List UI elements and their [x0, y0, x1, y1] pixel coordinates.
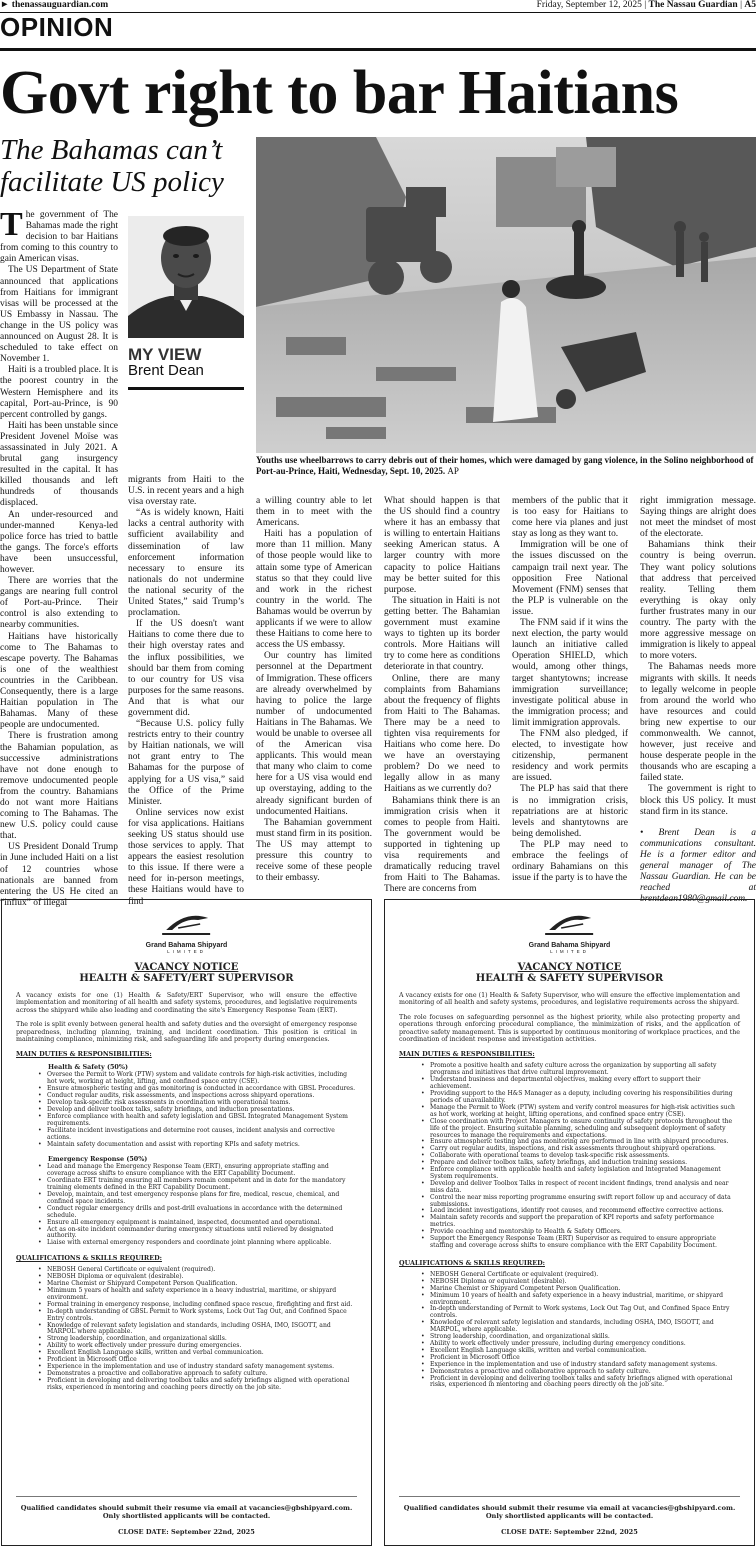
- author-bio: • Brent Dean is a communications consultant. He is a former editor and general manager of The Nassau Guardian. He can be reached at brentdean1980@gmail.com.: [640, 827, 756, 905]
- shipyard-logo-icon: [156, 908, 216, 938]
- hs-duties-list: • Oversee the Permit to Work (PTW) system and validate controls for high-risk activities, including hot work, working at height, lifting, and confined space entry (CSE). • Ensure atmospheric testing and gas monitoring is conducted in accordance with GBSL Procedures. • Conduct regular audits, risk assessments, and inspections across shipyard operations. • Develop task-specific risk assessments in coordination with operational teams. • Develop and deliver toolbox talks, safety briefings, and induction presentations. • Enforce compliance with health and safety legislation and GBSL Integrated Management System requirements. • Facilitate incident investigations and determine root causes, incident analysis and corrective actions. • Maintain safety documentation and assist with reporting KPIs and safety metrics.: [38, 1072, 357, 1148]
- author-name: Brent Dean: [128, 362, 204, 379]
- photo-caption: Youths use wheelbarrows to carry debris out of their homes, which were damaged by gang violence, in the Solino neighborhood of Port-au-Prince, Haiti, Wednesday, Sept. 10, 2025. AP: [256, 455, 754, 476]
- ad-notice: VACANCY NOTICE: [134, 962, 239, 973]
- site-url[interactable]: ► thenassauguardian.com: [0, 0, 109, 10]
- vacancy-ad-ert: Grand Bahama Shipyard LIMITED VACANCY NOTICE HEALTH & SAFETY/ERT SUPERVISOR A vacancy exists for one (1) Health & Safety/ERT Supervisor, who will ensure the effective implementation and monitoring of all health and safety systems, procedures, and legislative requirements across the shipyard while also leading and coordinating the site's Emergency Response Team (ERT). The role is split evenly between general health and safety duties and the oversight of emergency response preparedness, including planning, training, and incident coordination. This position is critical in maintaining compliance, minimizing risk, and safeguarding life and property during emergencies. MAIN DUTIES & RESPONSIBILITIES: Health & Safety (50%) • Oversee the Permit to Work (PTW) system and validate controls for high-risk activities, including hot work, working at height, lifting, and confined space entry (CSE). • Ensure atmospheric testing and gas monitoring is conducted in accordance with GBSL Procedures. • Conduct regular audits, risk assessments, and inspections across shipyard operations. • Develop task-specific risk assessments in coordination with operational teams. • Develop and deliver toolbox talks, safety briefings, and induction presentations. • Enforce compliance with health and safety legislation and GBSL Integrated Management System requirements. • Facilitate incident investigations and determine root causes, incident analysis and corrective actions. • Maintain safety documentation and assist with reporting KPIs and safety metrics. Emergency Response (50%) • Lead and manage the Emergency Response Team (ERT), ensuring appropriate staffing and coverage across shifts to ensure compliance with the ERT Capability Document. • Coordinate ERT training ensuring all members remain competent and in date for the mandatory training elements defined in the ERT Capability Document. • Develop, maintain, and test emergency response plans for fire, medical, rescue, chemical, and confined space incidents. • Conduct regular emergency drills and post-drill evaluations in accordance with the determined schedule. • Ensure all emergency equipment is maintained, inspected, documented and operational. • Act as on-site incident commander during emergency situations until relieved by designated authority. • Liaise with external emergency responders and coordinate joint planning where applicable. QUALIFICATIONS & SKILLS REQUIRED: • NEBOSH General Certificate or equivalent (required). • NEBOSH Diploma or equivalent (desirable). • Marine Chemist or Shipyard Competent Person Qualification. • Minimum 5 years of health and safety experience in a heavy industrial, maritime, or shipyard environment. • Formal training in emergency response, including confined space rescue, firefighting and first aid. • In-depth understanding of GBSL Permit to Work systems, Lock Out Tag Out, and Confined Space Entry controls. • Knowledge of relevant safety legislation and standards, including OSHA, IMO, ISGOTT, and MARPOL where applicable. • Strong leadership, coordination, and organizational skills. • Ability to work effectively under pressure during emergencies. • Excellent English Language skills, written and verbal communication. • Proficient in Microsoft Office • Experience in the implementation and use of industry standard safety management systems. • Demonstrates a proactive and collaborative approach to safety culture. • Proficient in developing and delivering toolbox talks and safety briefings aligned with operational risks, experienced in mentoring and coaching peers directly on the job site. Qualified candidates should submit their resume via email at vacancies@gbshipyard.com. Only shortlisted applicants will be contacted. CLOSE DATE: September 22nd, 2025: [1, 899, 372, 1546]
- apply-instructions[interactable]: Qualified candidates should submit their resume via email at vacancies@gbshipyard.com. Only shortlisted applicants will be contacted.: [20, 1504, 353, 1520]
- company-logo: Grand Bahama Shipyard LIMITED: [529, 908, 611, 954]
- article-column-1: The government of The Bahamas made the right decision to bar Haitians from coming to this country to gain American visas. The US Department of State announced that applications from Haitians for immigrant visas will be processed at the US Embassy in Nassau. The change in the US policy was announced on August 28. It is scheduled to take effect on November 1. Haiti is a troubled place. It is the poorest country in the Western Hemisphere and its capital, Port-au-Prince, is 90 percent controlled by gangs. Haiti has been unstable since President Jovenel Moïse was assassinated in July 2021. A brutal gang insurgency resulted in the capital. It has killed thousands and left hundreds of thousands displaced. An under-resourced and under-manned Kenya-led police force has tried to battle the gangs. The force's efforts have been unsuccessful, however. There are worries that the gangs are nearing full control of Port-au-Prince. Their control is also extending to nearby communities. Haitians have historically come to The Bahamas to escape poverty. The Bahamas is one of the wealthiest countries in the Caribbean. Consequently, there is a large Haitian population in The Bahamas. Many of these people are undocumented. There is frustration among the Bahamian population, as successive administrations have not done enough to remove undocumented people from the country. Bahamians do not want more Haitians coming to The Bahamas. The new U.S. policy could cause that. US President Donald Trump in June included Haiti on a list of 12 countries whose nationals are banned from entering the US He cited an “influx” of illegal: [0, 206, 118, 908]
- ad-job-title: HEALTH & SAFETY/ERT SUPERVISOR: [79, 973, 294, 984]
- close-date: CLOSE DATE: September 22nd, 2025: [118, 1528, 255, 1536]
- article-column-5: members of the public that it is too easy for Haitians to come here via planes and just stay as long as they want to. Immigration will be one of the issues discussed on the campaign trail next year. The opposition Free National Movement (FNM) senses that the PLP is vulnerable on the issue. The FNM said if it wins the next election, the party would launch an initiative called Operation SHIELD, which would, among other things, target shantytowns; increase immigration surveillance; investigate political abuse in the immigration process; and limit immigration approvals. The FNM also pledged, if elected, to investigate how citizenship, permanent residency and work permits are issued. The PLP has said that there is no immigration crisis, repatriations are at historic levels and shantytowns are being demolished. The PLP may need to embrace the feelings of ordinary Bahamians on this issue if the party is to have the: [512, 496, 628, 884]
- vacancy-ad-hs: Grand Bahama Shipyard LIMITED VACANCY NOTICE HEALTH & SAFETY SUPERVISOR A vacancy exists for one (1) Health & Safety Supervisor, who will ensure the effective implementation and monitoring of all health and safety systems, procedures, and legislative requirements across the shipyard. The role focuses on safeguarding personnel as the highest priority, while also protecting property and operations through enforcing procedural compliance, the minimization of risks, and the application of proactive safety management. This is supported by continuous monitoring of workplace practices, and the coordination of incident response and investigation activities. MAIN DUTIES & RESPONSIBILITIES: • Promote a positive health and safety culture across the organization by supporting all safety programs and initiatives that drive cultural improvement. • Understand business and departmental objectives, making every effort to support their achievement. • Providing support to the H&S Manager as a deputy, including covering his responsibilities during periods of unavailability. • Manage the Permit to Work (PTW) system and verify control measures for high-risk activities such as hot work, working at height, lifting operations, and confined space entry (CSE). • Close coordination with Project Managers to ensure continuity of safety protocols throughout the life of the project. Ensuring suitable planning, scheduling and subsequent deployment of safety resources to manage the requirements and expectations. • Ensure atmospheric testing and gas monitoring are performed in line with shipyard procedures. • Carry out regular audits, inspections, and risk assessments throughout shipyard operations. • Collaborate with operational teams to develop task-specific risk assessments. • Prepare and deliver toolbox talks, safety briefings, and induction training sessions. • Enforce compliance with applicable health and safety legislation and Integrated Management System requirements. • Develop and deliver Toolbox Talks in respect of recent incident findings, trend analysis and near miss data. • Control the near miss reporting programme ensuring swift report follow up and accuracy of data submissions. • Lead incident investigations, identify root causes, and recommend effective corrective actions. • Maintain safety records and support the preparation of KPI reports and safety performance metrics. • Provide coaching and mentorship to Health & Safety Officers. • Support the Emergency Response Team (ERT) Supervisor as required to ensure appropriate staffing and coverage across shifts to ensure compliance with the ERT Capability Document. QUALIFICATIONS & SKILLS REQUIRED: • NEBOSH General Certificate or equivalent (required). • NEBOSH Diploma or equivalent (desirable). • Marine Chemist or Shipyard Competent Person Qualification. • Minimum 10 years of health and safety experience in a heavy industrial, maritime, or shipyard environment. • In-depth understanding of Permit to Work systems, Lock Out Tag Out, and Confined Space Entry controls. • Knowledge of relevant safety legislation and standards, including OSHA, IMO, ISGOTT, and MARPOL, where applicable. • Strong leadership, coordination, and organizational skills. • Ability to work effectively under pressure, including during emergency conditions. • Excellent English Language skills, written and verbal communication. • Proficient in Microsoft Office • Experience in the implementation and use of industry standard safety management systems. • Demonstrates a proactive and collaborative approach to safety culture. • Proficient in developing and delivering toolbox talks and safety briefings aligned with operational risks, experienced in mentoring and coaching peers directly on the job site. Qualified candidates should submit their resume via email at vacancies@gbshipyard.com. Only shortlisted applicants will be contacted. CLOSE DATE: September 22nd, 2025: [384, 899, 755, 1546]
- column-label: MY VIEW: [128, 345, 202, 364]
- ad-job-title: HEALTH & SAFETY SUPERVISOR: [475, 973, 664, 984]
- photo-credit: AP: [447, 466, 459, 476]
- section-rule: [0, 48, 756, 51]
- qualifications-list: • NEBOSH General Certificate or equivalent (required). • NEBOSH Diploma or equivalent (desirable). • Marine Chemist or Shipyard Competent Person Qualification. • Minimum 10 years of health and safety experience in a heavy industrial, maritime, or shipyard environment. • In-depth understanding of Permit to Work systems, Lock Out Tag Out, and Confined Space Entry controls. • Knowledge of relevant safety legislation and standards, including OSHA, IMO, ISGOTT, and MARPOL, where applicable. • Strong leadership, coordination, and organizational skills. • Ability to work effectively under pressure, including during emergency conditions. • Excellent English Language skills, written and verbal communication. • Proficient in Microsoft Office • Experience in the implementation and use of industry standard safety management systems. • Demonstrates a proactive and collaborative approach to safety culture. • Proficient in developing and delivering toolbox talks and safety briefings aligned with operational risks, experienced in mentoring and coaching peers directly on the job site.: [421, 1272, 740, 1389]
- article-column-6: right immigration message. Saying things are alright does not meet the mindset of most of the electorate. Bahamians think their country is being overrun. They want policy solutions that address that perceived reality. Telling them everything is okay only further frustrates many in our country. The party with the more aggressive message on immigration is likely to appeal to more voters. The Bahamas needs more migrants with skills. It needs to legally welcome in people from around the world who have resources and could bring new expertise to our commonwealth. We cannot, however, just receive and house desperate people in the thousands who are escaping a failed state. The government is right to block this US policy. It must stand firm in its stance. • Brent Dean is a communications consultant. He is a former editor and general manager of The Nassau Guardian. He can be reached at brentdean1980@gmail.com.: [640, 496, 756, 905]
- ad-notice: VACANCY NOTICE: [517, 962, 622, 973]
- headline: Govt right to bar Haitians: [0, 59, 679, 127]
- duties-list: • Promote a positive health and safety culture across the organization by supporting all safety programs and initiatives that drive cultural improvement. • Understand business and departmental objectives, making every effort to support their achievement. • Providing support to the H&S Manager as a deputy, including covering his responsibilities during periods of unavailability. • Manage the Permit to Work (PTW) system and verify control measures for high-risk activities such as hot work, working at height, lifting operations, and confined space entry (CSE). • Close coordination with Project Managers to ensure continuity of safety protocols throughout the life of the project. Ensuring suitable planning, scheduling and subsequent deployment of safety resources to manage the requirements and expectations. • Ensure atmospheric testing and gas monitoring are performed in line with shipyard procedures. • Carry out regular audits, inspections, and risk assessments throughout shipyard operations. • Collaborate with operational teams to develop task-specific risk assessments. • Prepare and deliver toolbox talks, safety briefings, and induction training sessions. • Enforce compliance with applicable health and safety legislation and Integrated Management System requirements. • Develop and deliver Toolbox Talks in respect of recent incident findings, trend analysis and near miss data. • Control the near miss reporting programme ensuring swift report follow up and accuracy of data submissions. • Lead incident investigations, identify root causes, and recommend effective corrective actions. • Maintain safety records and support the preparation of KPI reports and safety performance metrics. • Provide coaching and mentorship to Health & Safety Officers. • Support the Emergency Response Team (ERT) Supervisor as required to ensure appropriate staffing and coverage across shifts to ensure compliance with the ERT Capability Document.: [421, 1063, 740, 1249]
- page-header: [0, 0, 756, 12]
- subheadline: The Bahamas can’t facilitate US policy: [0, 134, 224, 198]
- er-duties-list: • Lead and manage the Emergency Response Team (ERT), ensuring appropriate staffing and coverage across shifts to ensure compliance with the ERT Capability Document. • Coordinate ERT training ensuring all members remain competent and in date for the mandatory training elements defined in the ERT Capability Document. • Develop, maintain, and test emergency response plans for fire, medical, rescue, chemical, and confined space incidents. • Conduct regular emergency drills and post-drill evaluations in accordance with the determined schedule. • Ensure all emergency equipment is maintained, inspected, documented and operational. • Act as on-site incident commander during emergency situations until relieved by designated authority. • Liaise with external emergency responders and coordinate joint planning where applicable.: [38, 1164, 357, 1247]
- header-rule: [0, 12, 756, 13]
- news-photo: [256, 137, 756, 453]
- shipyard-logo-icon: [539, 908, 599, 938]
- article-column-2: migrants from Haiti to the U.S. in recent years and a high visa overstay rate. “As is widely known, Haiti lacks a central authority with sufficient availability and dissemination of law enforcement information necessary to ensure its nationals do not undermine the national security of the United States,” said Trump’s proclamation. If the US doesn't want Haitians to come there due to their high overstay rates and the influx possibilities, we should bar them from coming to our country for US visa purposes for the same reasons. And that is what our government did. “Because U.S. policy fully restricts entry to their country by Haitian nationals, we will not grant entry to The Bahamas for the purpose of applying for a US visa,” said the Office of the Prime Minister. Online services now exist for visa applications. Haitians seeking US status should use those services to apply. That appears the easiest resolution to this issue. If there were a need for in-person meetings, these Haitians would have to find: [128, 475, 244, 907]
- company-logo: Grand Bahama Shipyard LIMITED: [146, 908, 228, 954]
- article-column-4: What should happen is that the US should find a country where it has an embassy that is willing to entertain Haitians seeking American status. A larger country with more capacity to police Haitians may be better suited for this purpose. The situation in Haiti is not getting better. The Bahamian government must examine ways to tighten up its border controls. More Haitians will try to come here as conditions deteriorate in that country. Online, there are many complaints from Bahamians about the frequency of flights from Haiti to The Bahamas. There may be a need to tighten visa requirements for Haitians who come here. Do we have an overstaying problem? Do we need to legally allow in as many Haitians as we currently do? Bahamians think there is an immigration crisis when it comes to people from Haiti. The government would be supported in tightening up visa requirements and dramatically reducing travel from Haiti to The Bahamas. There are concerns from: [384, 496, 500, 895]
- issue-date: Friday, September 12, 2025 | The Nassau Guardian | A5: [536, 0, 756, 10]
- close-date: CLOSE DATE: September 22nd, 2025: [501, 1528, 638, 1536]
- author-portrait: [128, 216, 244, 338]
- drop-cap: T: [0, 206, 23, 243]
- qualifications-list: • NEBOSH General Certificate or equivalent (required). • NEBOSH Diploma or equivalent (desirable). • Marine Chemist or Shipyard Competent Person Qualification. • Minimum 5 years of health and safety experience in a heavy industrial, maritime, or shipyard environment. • Formal training in emergency response, including confined space rescue, firefighting and first aid. • In-depth understanding of GBSL Permit to Work systems, Lock Out Tag Out, and Confined Space Entry controls. • Knowledge of relevant safety legislation and standards, including OSHA, IMO, ISGOTT, and MARPOL where applicable. • Strong leadership, coordination, and organizational skills. • Ability to work effectively under pressure during emergencies. • Excellent English Language skills, written and verbal communication. • Proficient in Microsoft Office • Experience in the implementation and use of industry standard safety management systems. • Demonstrates a proactive and collaborative approach to safety culture. • Proficient in developing and delivering toolbox talks and safety briefings aligned with operational risks, experienced in mentoring and coaching peers directly on the job site.: [38, 1267, 357, 1391]
- section-title: OPINION: [0, 12, 114, 42]
- apply-instructions[interactable]: Qualified candidates should submit their resume via email at vacancies@gbshipyard.com. Only shortlisted applicants will be contacted.: [403, 1504, 736, 1520]
- article-column-3: a willing country able to let them in to meet with the Americans. Haiti has a population of more than 11 million. Many of those people would like to attain some type of American status so that they could live and work in the richest country in the world. The Bahamas would be overrun by applicants if we were to allow these Haitians to come here to access the US embassy. Our country has limited personnel at the Department of Immigration. These officers are already overwhelmed by having to police the large number of undocumented Haitians in The Bahamas. We would be unable to oversee all of the American visa applicants. This would mean that many who claim to come here for a US visa would end up overstaying, adding to the already significant burden of undocumented Haitians. The Bahamian government must stand firm in its position. The US may attempt to pressure this country to receive some of these people to their embassy.: [256, 496, 372, 884]
- byline-rule: [128, 387, 244, 390]
